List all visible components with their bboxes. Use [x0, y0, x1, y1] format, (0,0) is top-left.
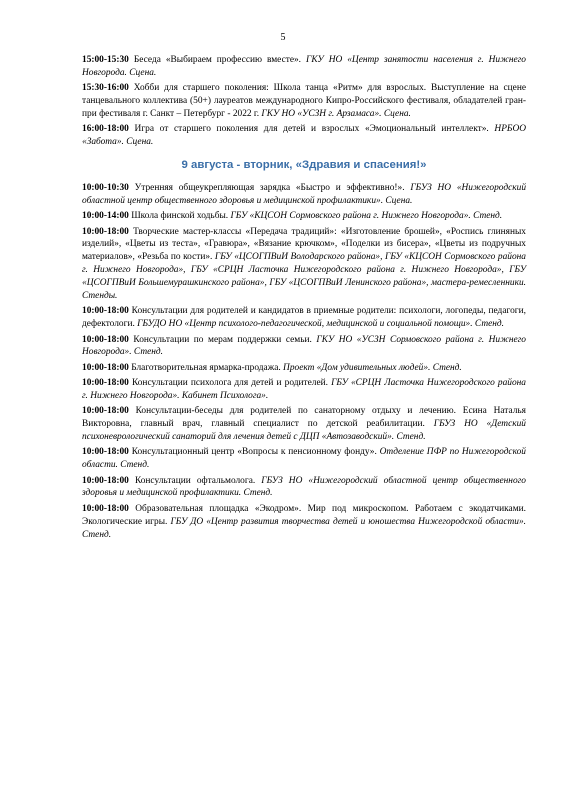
entry-description: Благотворительная ярмарка-продажа.	[128, 362, 284, 373]
entry-time: 10:00-18:00	[82, 334, 129, 345]
entry-description: Беседа «Выбираем профессию вместе».	[128, 55, 306, 65]
entry-organizer: ГБУЗ НО «Нижегородский областной центр общественного здоровья и медицинской профилактики. Стенд.	[82, 475, 526, 499]
schedule-entry	[82, 446, 526, 472]
schedule-content	[82, 54, 526, 544]
entry-organizer: ГКУ НО «УСЗН г. Арзамаса». Сцена.	[261, 109, 411, 120]
entry-organizer: ГКУ НО «Центр занятости населения г. Нижнего Новгорода. Сцена.	[82, 55, 526, 78]
entry-description: Игра от старшего поколения для детей и взрослых «Эмоциональный интеллект».	[128, 124, 495, 135]
schedule-entry	[82, 405, 526, 444]
entry-description: Творческие мастер-классы «Передача традиций»: «Изготовление брошей», «Роспись глиняных изделий», «Цветы из теста», «Гравюра», «Вязание крючком», «Поделки из бисера», «Цветы из подручных материалов», «Резьба по кости».	[82, 226, 526, 263]
schedule-entry	[82, 210, 526, 223]
entry-description: Консультации-беседы для родителей по санаторному отдыху и лечению. Есина Наталья Викторовна, главный врач, главный специалист по детской реабилитации.	[82, 406, 526, 430]
schedule-entry	[82, 503, 526, 542]
entry-organizer: ГБУ «ЦСОГПВиИ Володарского района», ГБУ «КЦСОН Сормовского района г. Нижнего Новгорода», ГБУ «СРЦН Ласточка Нижегородского района г. Нижнего Новгорода», ГБУ «ЦСОГПВиИ Большемурашкинского района», ГБУ «ЦСОГПВиИ Ленинского района», мастера-ремесленники. Стенды.	[82, 252, 526, 302]
entry-time: 10:00-18:00	[82, 406, 129, 417]
schedule-entry	[82, 82, 526, 121]
entry-time: 10:00-18:00	[82, 226, 129, 237]
entry-organizer: ГБУЗ НО «Нижегородский областной центр общественного здоровья и медицинской профилактики». Сцена.	[82, 183, 527, 206]
entry-organizer: ГБУ «СРЦН Ласточка Нижегородского района г. Нижнего Новгорода». Кабинет Психолога».	[82, 378, 526, 401]
page-number: 5	[280, 32, 286, 43]
entry-organizer: ГБУ ДО «Центр развития творчества детей и юношества Нижегородской области». Стенд.	[82, 516, 526, 540]
entry-organizer: Отделение ПФР по Нижегородской области. Стенд.	[82, 447, 526, 471]
schedule-entry	[82, 123, 526, 149]
entry-organizer: НРБОО «Забота». Сцена.	[82, 124, 526, 148]
entry-organizer: ГБУДО НО «Центр психолого-педагогической, медицинской и социальной помощи». Стенд.	[137, 319, 504, 330]
entry-description: Консультации психолога для детей и родителей.	[128, 378, 332, 389]
entry-organizer: ГКУ НО «УСЗН Сормовского района г. Нижнего Новгорода». Стенд.	[82, 334, 526, 358]
day-heading: 9 августа - вторник, «Здравия и спасения!»	[181, 159, 427, 172]
entry-organizer: Проект «Дом удивительных людей». Стенд.	[283, 362, 462, 373]
entry-description: Консультации по мерам поддержки семьи.	[128, 334, 317, 345]
entry-time: 10:00-18:00	[82, 306, 129, 317]
entry-time: 10:00-18:00	[82, 362, 129, 373]
entry-description: Консультации для родителей и кандидатов в приемные родители: психологи, логопеды, педагоги, дефектологи.	[82, 306, 526, 330]
entry-description: Хобби для старшего поколения: Школа танца «Ритм» для взрослых. Выступление на сцене танцевального коллектива (50+) лауреатов международного Кипро-Российского фестиваля, обладателей гран-при фестиваля г. Санкт – Петербург - 2022 г.	[82, 83, 526, 120]
entry-time: 15:30-16:00	[82, 83, 129, 94]
entry-time: 10:00-18:00	[82, 503, 129, 514]
entry-description: Консультации офтальмолога.	[128, 475, 262, 486]
schedule-entry	[82, 226, 526, 303]
entry-time: 10:00-14:00	[82, 211, 129, 222]
entry-time: 10:00-18:00	[82, 475, 129, 486]
schedule-entry	[82, 362, 526, 375]
entry-organizer: ГБУЗ НО «Детский психоневрологический санаторий для лечения детей с ДЦП «Автозаводский». Стенд.	[82, 419, 526, 443]
entry-description: Консультационный центр «Вопросы к пенсионному фонду».	[128, 447, 380, 458]
entry-time: 15:00-15:30	[82, 55, 129, 65]
schedule-entry	[82, 475, 526, 501]
entry-time: 16:00-18:00	[82, 124, 129, 135]
entry-organizer: ГБУ «КЦСОН Сормовского района г. Нижнего Новгорода». Стенд.	[230, 211, 503, 222]
entry-description: Образовательная площадка «Экодром». Мир под микроскопом. Работаем с экодатчиками. Экологические игры.	[82, 503, 526, 527]
schedule-entry	[82, 377, 526, 403]
schedule-entry	[82, 54, 526, 80]
entry-description: Школа финской ходьбы.	[128, 211, 231, 222]
schedule-entry	[82, 182, 526, 208]
entry-description: Утренняя общеукрепляющая зарядка «Быстро и эффективно!».	[128, 183, 411, 194]
entry-time: 10:00-18:00	[82, 447, 129, 458]
schedule-entry	[82, 334, 526, 360]
entry-time: 10:00-10:30	[82, 183, 129, 194]
schedule-entry	[82, 305, 526, 331]
entry-time: 10:00-18:00	[82, 378, 129, 389]
